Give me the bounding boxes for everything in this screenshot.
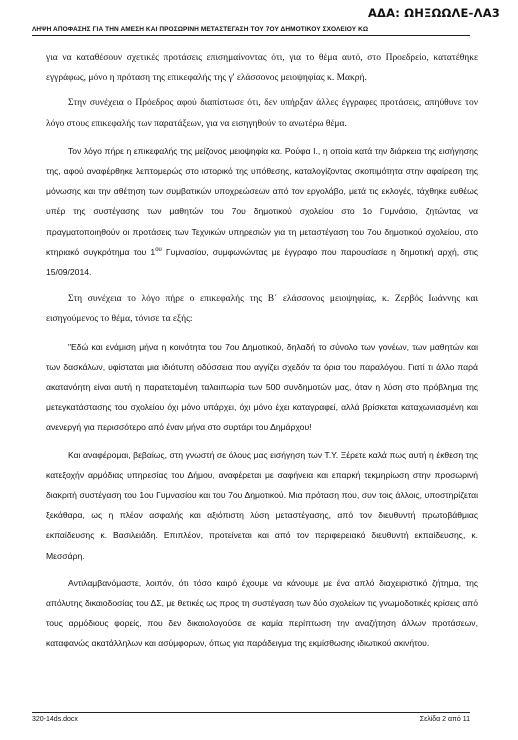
paragraph-2: Στην συνέχεια ο Πρόεδρος αφού διαπίστωσε ότι, δεν υπήρξαν άλλες έγγραφες προτάσεις, απηύθυνε τον λόγο στους επικεφαλής των παρατάξεων, για να εισηγηθούν το ανωτέρω θέμα. bbox=[46, 98, 478, 129]
paragraph-7: Αντιλαμβανόμαστε, λοιπόν, ότι τόσο καιρό έχουμε να κάνουμε με ένα απλό διαχειριστικό ζήτημα, της απόλυτης δικαιοδοσίας του ΔΣ, με θετικές ως προς τη συστέγαση των δύο σχολείων τις γνωμοδοτικές κρίσεις από τους αρμόδιους φορείς, που δεν δικαιολογούσε σε καμία περίπτωση την αναζήτηση άλλων προτάσεων, καταφανώς ακατάλληλων και ασύμφορων, όπως για παράδειγμα της εκμίσθωσης ιδιωτικού ακινήτου. bbox=[46, 577, 478, 649]
paragraph-5: "Εδώ και ενάμιση μήνα η κοινότητα του 7ου Δημοτικού, δηλαδή το σύνολο των γονέων, των μαθητών και των δασκάλων, υφίσταται μια ιδιότυπη οδύσσεια που αγγίζει σχεδόν τα όρια του παραλόγου. Γιατί τι άλλο παρά ακατανόητη είναι αυτή η παρατεταμένη ταλαιπωρία των 500 συνδημοτών μας, όταν η λύση στο πρόβλημα της μετεγκατάστασης του σχολείου όχι μόνο υπάρχει, όχι μόνο έχει καταγραφεί, αλλά βρίσκεται καταχωνιασμένη και ανενεργή για περισσότερο από έναν μήνα στο συρτάρι του Δημάρχου! bbox=[46, 341, 478, 433]
footer-divider bbox=[32, 712, 470, 713]
paragraph-1: για να καταθέσουν σχετικές προτάσεις επισημαίνοντας ότι, για το θέμα αυτό, στο Προεδρείο, κατατέθηκε εγγράφως, μόνο η πρόταση της επικεφαλής της γ' ελάσσονος μειοψηφίας κ. Μακρή. bbox=[46, 53, 478, 84]
footer-page-number: Σελίδα 2 από 11 bbox=[419, 716, 470, 723]
paragraph-4: Στη συνέχεια το λόγο πήρε ο επικεφαλής της Β΄ ελάσσονος μειοψηφίας, κ. Ζερβός Ιωάννης και εισηγούμενος το θέμα, τόνισε τα εξής: bbox=[46, 294, 478, 325]
ada-code: ΑΔΑ: ΩΗΞΩΩΛΕ-ΛΑ3 bbox=[367, 6, 500, 20]
document-body bbox=[46, 48, 478, 659]
footer-filename: 320-14ds.docx bbox=[32, 716, 78, 723]
paragraph-3 bbox=[46, 141, 478, 282]
paragraph-6: Και αναφέρομαι, βεβαίως, στη γνωστή σε όλους μας εισήγηση των Τ.Υ. Ξέρετε καλά πως αυτή η έκθεση της κατεξοχήν αρμόδιας υπηρεσίας του Δήμου, αναφέρεται με σαφήνεια και επαρκή τεκμηρίωση στην προσωρινή διακριτή συστέγαση του 1ου Γυμνασίου και του 7ου Δημοτικού. Μια πρόταση που, συν τοις άλλοις, υποστηρίζεται ξεκάθαρα, ως η πλέον ασφαλής και αξιόπιστη λύση μεταστέγασης, από τον διευθυντή πρωτοβάθμιας εκπαίδευσης κ. Βασιλειάδη. Επιπλέον, προτείνεται και από τον περιφερειακό διευθυντή εκπαίδευσης, κ. Μεσσάρη. bbox=[46, 449, 478, 561]
ordinal-superscript: ου bbox=[155, 246, 162, 253]
document-header: ΛΗΨΗ ΑΠΟΦΑΣΗΣ ΓΙΑ ΤΗΝ ΑΜΕΣΗ ΚΑΙ ΠΡΟΣΩΡΙΝΗ ΜΕΤΑΣΤΕΓΑΣΗ ΤΟΥ 7ΟΥ ΔΗΜΟΤΙΚΟΥ ΣΧΟΛΕΙΟΥ ΚΩ bbox=[32, 26, 470, 36]
paragraph-3-text: Τον λόγο πήρε η επικεφαλής της μείζονος μειοψηφία κα. Ρούφα Ι., η οποία κατά την διάρκεια της εισήγησης της, αφού αναφέρθηκε λεπτομερώς στο ιστορικό της υπόθεσης, καταλογίζοντας σκοπιμότητα στην αφαίρεση της μόνωσης και την αθέτηση των συμβατικών υποχρεώσεων από τον εργολάβο, μετά τις εκλογές, τάχθηκε ευθέως υπέρ της συστέγασης των μαθητών του 7ου δημοτικού σχολείου στο 1ο Γυμνάσιο, ζητώντας να πραγματοποιηθούν οι προτάσεις των Τεχνικών υπηρεσιών για τη μεταστέγαση του 7ου δημοτικού σχολείου, στο κτηριακό συγκρότημα του 1 bbox=[46, 145, 478, 257]
paragraph-3-text-end: Γυμνασίου, συμφωνώντας με έγγραφο που παρουσίασε η δημοτική αρχή, στις 15/09/2014. bbox=[46, 246, 478, 278]
